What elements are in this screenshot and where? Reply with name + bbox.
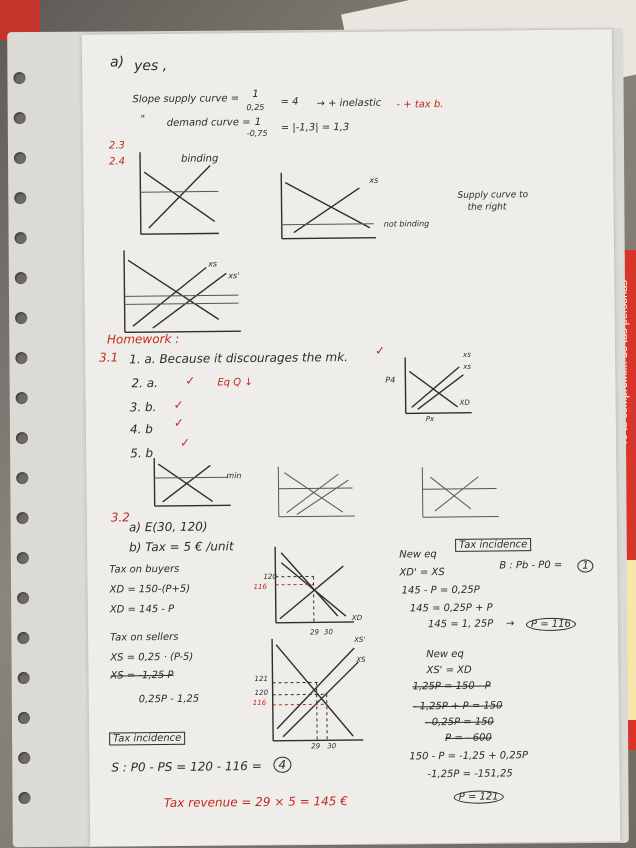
check-5: ✓ xyxy=(179,435,191,450)
slope-supply-num: 1 xyxy=(252,88,259,101)
graph1-xd: XD xyxy=(351,613,363,623)
section-2-3: 2.3 xyxy=(108,140,125,152)
answer-5: 5. b xyxy=(130,446,154,461)
check-2: ✓ xyxy=(185,373,196,388)
supply-shift-graph xyxy=(122,249,243,334)
slope-demand-num: 1 xyxy=(254,116,262,128)
p4-xd: XD xyxy=(459,398,470,407)
q32-a: a) E(30, 120) xyxy=(128,519,208,535)
ne1-b: 145 - P = 0,25P xyxy=(401,584,480,597)
check-4: ✓ xyxy=(173,415,184,430)
min-label: min xyxy=(226,471,242,481)
binding-label: binding xyxy=(181,153,219,165)
seller-incidence: S : P0 - PS = 120 - 116 = xyxy=(111,758,262,775)
binding-graph xyxy=(138,151,219,236)
p4-px: Px xyxy=(425,415,435,424)
graph2-x-29: 29 xyxy=(311,742,321,751)
slope-supply-note: → + inelastic xyxy=(316,97,382,110)
ne2-f: 150 - P = -1,25 + 0,25P xyxy=(409,750,529,763)
tax-incidence-box-left: Tax incidence xyxy=(109,732,185,746)
xs-label: xs xyxy=(369,175,379,185)
comparison-graph-3 xyxy=(420,466,501,519)
ne2-a: XS' = XD xyxy=(426,664,472,677)
graph2-xs: XS xyxy=(356,655,366,664)
slope-supply-result: = 4 xyxy=(280,96,299,108)
tax-revenue: Tax revenue = 29 × 5 = 145 € xyxy=(163,794,348,810)
graph1-y-116: 116 xyxy=(253,582,267,592)
notebook-page xyxy=(82,29,620,847)
shift-note-2: the right xyxy=(467,202,507,213)
p4-xs-2: xs xyxy=(463,362,472,371)
graph2-y-121: 121 xyxy=(254,674,268,684)
comparison-graph-2 xyxy=(276,466,357,519)
graph2-xs-prime: XS' xyxy=(354,635,366,644)
slope-demand-den: -0,75 xyxy=(246,128,268,139)
tax-incidence-box-right: Tax incidence xyxy=(455,538,531,552)
homework-title: Homework : xyxy=(106,331,180,347)
graph2-y-116: 116 xyxy=(252,698,267,708)
slope-supply-note-red: - + tax b. xyxy=(396,99,444,111)
graph2-x-30: 30 xyxy=(327,742,337,751)
ne1-a: XD' = XS xyxy=(399,567,445,579)
slope-demand-result: = |-1,3| = 1,3 xyxy=(280,122,350,134)
section-2-4: 2.4 xyxy=(109,156,126,168)
sellers-eq-3: 0,25P - 1,25 xyxy=(138,693,200,706)
buyer-incidence: B : Pb - P0 = xyxy=(499,559,563,572)
slope-demand-text: demand curve = xyxy=(166,117,251,129)
answer-2-note: Eq Q ↓ xyxy=(217,377,253,389)
buyer-incidence-answer: 1 xyxy=(577,559,594,572)
check-3: ✓ xyxy=(173,397,184,412)
buyers-title: Tax on buyers xyxy=(109,563,180,576)
sellers-tax-graph xyxy=(254,635,366,749)
slope-supply-text: Slope supply curve = xyxy=(132,93,240,106)
ne1-d: 145 = 1, 25P xyxy=(427,618,494,631)
slope-supply-den: 0,25 xyxy=(246,102,265,113)
q31-number: 3.1 xyxy=(99,350,119,365)
q32-b: b) Tax = 5 € /unit xyxy=(129,539,234,555)
q32-number: 3.2 xyxy=(110,510,130,525)
new-eq-1-title: New eq xyxy=(399,549,437,561)
graph1-x-29: 29 xyxy=(309,628,319,637)
buyers-tax-graph xyxy=(257,546,358,627)
ne2-answer: P = 121 xyxy=(454,790,504,804)
sellers-eq-2: XS = -1,25 P xyxy=(110,669,174,682)
sellers-title: Tax on sellers xyxy=(110,631,179,644)
sellers-eq-1: XS = 0,25 · (P-5) xyxy=(110,651,194,664)
ditto-mark: " xyxy=(140,114,146,126)
ne2-d: - 0,25P = 150 xyxy=(424,716,494,729)
seller-incidence-answer: 4 xyxy=(273,757,291,773)
p4-xs-1: xs xyxy=(463,350,471,359)
ne1-c: 145 = 0,25P + P xyxy=(409,602,493,615)
ne2-e: P = - 600 xyxy=(445,732,492,745)
xs-label-graph3: xs xyxy=(208,259,218,269)
answer-4: 4. b xyxy=(129,422,153,437)
buyers-eq-2: XD = 145 - P xyxy=(109,603,175,616)
graph2-y-120: 120 xyxy=(254,688,269,698)
answer-3: 3. b. xyxy=(129,400,157,415)
graph1-y-120: 120 xyxy=(263,572,277,581)
ne2-c: - 1,25P + P = 150 xyxy=(412,700,503,713)
answer-2: 2. a. xyxy=(131,376,158,391)
graph1-x-30: 30 xyxy=(323,628,333,637)
shift-note-1: Supply curve to xyxy=(457,190,529,201)
buyers-eq-1: XD = 150-(P+5) xyxy=(109,583,191,596)
xs-prime-label-graph3: xs' xyxy=(228,271,240,281)
check-1: ✓ xyxy=(375,343,386,358)
ne2-b: 1,25P = 150 - P xyxy=(412,680,491,693)
p4-label: P4 xyxy=(385,375,396,385)
answer-1: 1. a. Because it discourages the mk. xyxy=(129,350,349,367)
ne2-g: -1,25P = -151,25 xyxy=(427,768,513,781)
ne1-arrow: → xyxy=(505,618,515,630)
min-graph xyxy=(152,457,233,508)
part-a-answer: yes , xyxy=(134,57,168,75)
ne1-answer: P = 116 xyxy=(526,618,576,632)
new-eq-2-title: New eq xyxy=(426,648,464,661)
part-a-label: a) xyxy=(109,54,125,71)
not-binding-label: not binding xyxy=(383,219,430,229)
not-binding-graph xyxy=(279,172,380,241)
punch-holes xyxy=(11,72,36,832)
